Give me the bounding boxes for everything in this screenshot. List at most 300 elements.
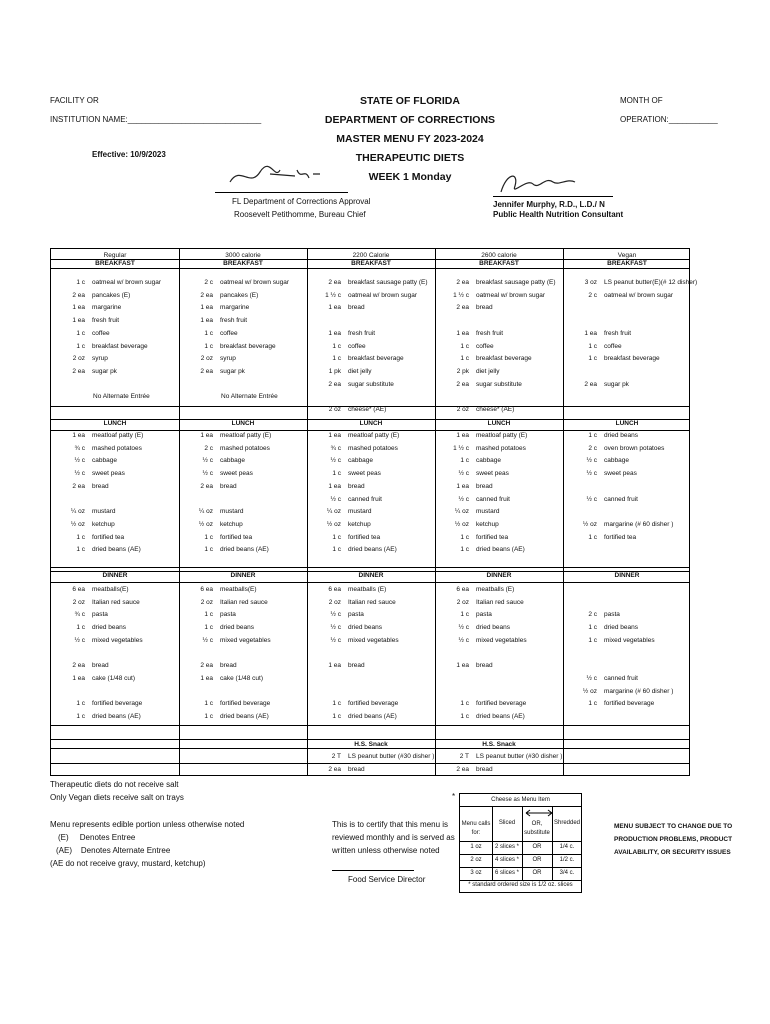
item-quantity: ½ c [458, 636, 469, 644]
title-line: THERAPEUTIC DIETS [355, 152, 465, 164]
column-header: Vegan [617, 252, 637, 259]
column-header: Regular [103, 252, 127, 259]
item-quantity: 1 c [588, 700, 597, 708]
item-quantity: 1 c [332, 533, 341, 541]
header-shredded: Shredded [553, 820, 581, 826]
subject-note-line: AVAILABILITY, OR SECURITY ISSUES [614, 849, 731, 856]
item-quantity: ½ c [74, 636, 85, 644]
item-quantity: 1 c [460, 533, 469, 541]
header-sliced: Sliced [498, 820, 516, 826]
item-quantity: 3 oz [584, 279, 597, 286]
snack-header: H.S. Snack [482, 741, 516, 748]
menu-item: mixed vegetables [604, 636, 655, 644]
menu-item: Italian red sauce [476, 598, 524, 606]
lunch-header: LUNCH [231, 420, 255, 427]
item-quantity: ½ c [330, 624, 341, 632]
item-quantity: ½ oz [582, 520, 597, 528]
menu-item: fresh fruit [348, 329, 376, 337]
item-quantity: 6 ea [328, 586, 341, 593]
menu-item: ketchup [92, 520, 115, 528]
item-quantity: 1 c [332, 470, 341, 478]
item-quantity: 1 c [460, 342, 469, 350]
item-quantity: ½ c [330, 636, 341, 644]
menu-item: ketchup [220, 520, 243, 528]
cheese-cell: 4 slices * [494, 857, 519, 863]
menu-item: dried beans (AE) [92, 546, 141, 554]
menu-item: dried beans (AE) [476, 713, 525, 720]
menu-item: meatloaf patty (E) [92, 432, 144, 439]
facility-label: FACILITY OR [50, 96, 99, 105]
menu-item: bread [348, 662, 365, 670]
item-quantity: 1 ea [456, 482, 469, 490]
lunch-header: LUNCH [615, 420, 639, 427]
menu-item: oatmeal w/ brown sugar [220, 279, 290, 286]
cheese-cell: OR [532, 844, 542, 850]
cheese-title: Cheese as Menu Item [491, 797, 550, 803]
item-quantity: 2 c [204, 444, 213, 452]
menu-item: cabbage [220, 457, 245, 465]
menu-item: meatballs (E) [348, 586, 387, 593]
cheese-cell: 3 oz [470, 870, 482, 876]
menu-item: dried beans (AE) [348, 713, 397, 720]
menu-item: sweet peas [476, 470, 509, 478]
consultant-text-2: Public Health Nutrition Consultant [493, 210, 624, 219]
menu-item: dried beans (AE) [476, 546, 525, 554]
item-quantity: 1 ea [456, 329, 469, 337]
alt-entree-legend: (AE) Denotes Alternate Entree [56, 846, 171, 855]
menu-item: mustard [220, 508, 244, 516]
menu-item: cake (1/48 cut) [92, 674, 135, 682]
breakfast-header: BREAKFAST [607, 260, 647, 267]
menu-item: fortified beverage [476, 700, 527, 708]
fsd-signature-line [332, 870, 414, 871]
item-quantity: 2 oz [328, 598, 341, 606]
breakfast-header: BREAKFAST [479, 260, 519, 267]
item-quantity: 1 c [460, 700, 469, 708]
menu-item: meatloaf patty (E) [348, 432, 400, 439]
menu-item: margarine [92, 304, 122, 312]
item-quantity: 1 c [76, 342, 85, 350]
menu-item: LS peanut butter(E)(# 12 disher) [604, 279, 698, 286]
item-quantity: 6 ea [200, 586, 213, 593]
menu-item: dried beans [604, 624, 638, 632]
approval-text-1: FL Department of Corrections Approval [232, 197, 371, 206]
menu-item: pasta [92, 611, 108, 619]
consultant-line [493, 196, 613, 197]
item-quantity: ½ c [586, 457, 597, 465]
menu-item: mashed potatoes [476, 444, 526, 452]
menu-item: dried beans [348, 624, 382, 632]
menu-item: diet jelly [476, 367, 500, 375]
item-quantity: 1 c [460, 457, 469, 465]
item-quantity: ¼ oz [198, 508, 213, 516]
menu-item: margarine (# 60 disher ) [604, 520, 674, 528]
menu-item: fortified tea [92, 533, 125, 541]
menu-item: LS peanut butter (#30 disher ) [476, 753, 563, 760]
menu-item: coffee [604, 342, 622, 350]
item-quantity: 1 ½ c [453, 444, 469, 452]
title-line: STATE OF FLORIDA [360, 95, 460, 107]
fsd-label: Food Service Director [348, 875, 426, 884]
item-quantity: 1 c [588, 432, 597, 439]
item-quantity: 1 ea [456, 662, 469, 670]
item-quantity: ½ c [458, 470, 469, 478]
item-quantity: 1 c [332, 700, 341, 708]
item-quantity: ½ oz [198, 520, 213, 528]
item-quantity: 1 ea [200, 304, 213, 312]
item-quantity: ½ c [330, 611, 341, 619]
item-quantity: 1 c [204, 700, 213, 708]
menu-item: bread [476, 765, 493, 773]
item-quantity: ½ c [330, 495, 341, 503]
menu-item: ketchup [476, 520, 499, 528]
item-quantity: 1 ea [72, 304, 85, 312]
breakfast-header: BREAKFAST [223, 260, 263, 267]
menu-item: bread [476, 482, 493, 490]
item-quantity: 1 ea [200, 432, 213, 439]
menu-item: sweet peas [92, 470, 125, 478]
row-divider [51, 567, 689, 568]
title-line: MASTER MENU FY 2023-2024 [336, 133, 484, 145]
item-quantity: 1 c [204, 329, 213, 337]
subject-to-change-note [614, 820, 732, 859]
item-quantity: 1 ea [200, 317, 213, 325]
item-quantity: ½ c [202, 636, 213, 644]
menu-item: pasta [604, 611, 620, 619]
breakfast-header: BREAKFAST [95, 260, 135, 267]
menu-item: mashed potatoes [92, 444, 142, 452]
item-quantity: 1 ea [584, 329, 597, 337]
menu-item: bread [348, 765, 365, 773]
menu-item: fresh fruit [476, 329, 504, 337]
menu-table [50, 248, 698, 776]
menu-item: Italian red sauce [220, 598, 268, 606]
menu-item: cake (1/48 cut) [220, 674, 263, 682]
menu-item: bread [348, 304, 365, 312]
menu-item: LS peanut butter (#30 disher ) [348, 753, 435, 760]
cheese-cell: 3/4 c. [559, 870, 575, 876]
menu-item: syrup [92, 355, 108, 363]
item-quantity: 2 ea [328, 765, 341, 773]
menu-item: breakfast beverage [220, 342, 276, 350]
item-quantity: 1 c [588, 342, 597, 350]
menu-item: canned fruit [604, 495, 638, 503]
certify-line: written unless otherwise noted [332, 846, 440, 855]
item-quantity: 1 c [76, 329, 85, 337]
edible-portion-note: Menu represents edible portion unless otherwise noted [50, 820, 245, 829]
menu-item: bread [220, 482, 237, 490]
menu-item: dried beans [92, 624, 126, 632]
menu-item: meatballs(E) [92, 586, 129, 593]
menu-item: meatloaf patty (E) [220, 432, 272, 439]
item-quantity: 1 ea [328, 304, 341, 312]
menu-item: mixed vegetables [220, 636, 271, 644]
item-quantity: ½ c [586, 495, 597, 503]
column-header: 2200 Calorie [352, 252, 390, 259]
item-quantity: 6 ea [456, 586, 469, 593]
lunch-header: LUNCH [487, 420, 511, 427]
item-quantity: 2 oz [200, 598, 213, 606]
row-divider [51, 268, 689, 269]
item-quantity: 2 c [588, 444, 597, 452]
item-quantity: ¾ c [74, 444, 85, 452]
item-quantity: 1 ½ c [325, 291, 341, 299]
item-quantity: ½ oz [454, 520, 469, 528]
item-quantity: 1 c [76, 624, 85, 632]
effective-date: Effective: 10/9/2023 [92, 150, 166, 159]
menu-item: coffee [348, 342, 366, 350]
menu-item: mustard [348, 508, 372, 516]
item-quantity: ½ c [202, 457, 213, 465]
menu-item: fortified beverage [92, 700, 143, 708]
menu-item: sweet peas [604, 470, 637, 478]
menu-item: fortified tea [348, 533, 381, 541]
item-quantity: 1 pk [328, 367, 341, 375]
menu-item: oatmeal w/ brown sugar [604, 291, 674, 299]
menu-item: sweet peas [348, 470, 381, 478]
operation-label: OPERATION:___________ [620, 115, 718, 124]
item-quantity: 1 c [76, 546, 85, 554]
alt-entree-note: (AE do not receive gravy, mustard, ketchup) [50, 859, 206, 868]
column-header: 2600 calorie [481, 252, 517, 259]
menu-item: dried beans [220, 624, 254, 632]
subject-note-line: MENU SUBJECT TO CHANGE DUE TO [614, 823, 733, 830]
cheese-cell: 1 oz [470, 844, 482, 850]
menu-item: dried beans [476, 624, 510, 632]
menu-item: mustard [92, 508, 116, 516]
menu-item: Italian red sauce [348, 598, 396, 606]
menu-item: cheese* (AE) [348, 406, 387, 413]
item-quantity: 1 c [204, 611, 213, 619]
menu-item: pancakes (E) [92, 291, 131, 299]
subject-note-line: PRODUCTION PROBLEMS, PRODUCT [614, 836, 733, 843]
item-quantity: 1 ½ c [453, 291, 469, 299]
menu-item: dried beans (AE) [348, 546, 397, 554]
item-quantity: 1 c [588, 624, 597, 632]
menu-item: breakfast sausage patty (E) [348, 279, 428, 286]
title-line: WEEK 1 Monday [368, 171, 452, 183]
month-label: MONTH OF [620, 96, 663, 105]
menu-item: oatmeal w/ brown sugar [92, 279, 162, 286]
item-quantity: 1 c [332, 342, 341, 350]
item-quantity: 2 ea [200, 482, 213, 490]
menu-item: oven brown potatoes [604, 444, 665, 452]
item-quantity: 1 c [204, 342, 213, 350]
item-quantity: ½ c [586, 470, 597, 478]
header-or-substitute: OR, substitute [524, 821, 550, 836]
menu-item: meatloaf patty (E) [476, 432, 528, 439]
menu-item: canned fruit [476, 495, 510, 503]
dinner-header: DINNER [102, 572, 128, 579]
item-quantity: 2 T [331, 753, 341, 760]
item-quantity: 1 ea [328, 432, 341, 439]
menu-item: fortified beverage [348, 700, 399, 708]
item-quantity: 2 ea [584, 380, 597, 388]
menu-item: breakfast beverage [92, 342, 148, 350]
menu-item: dried beans (AE) [220, 713, 269, 720]
menu-item: sugar substitute [348, 380, 394, 388]
item-quantity: ½ c [458, 624, 469, 632]
item-quantity: ½ c [458, 495, 469, 503]
menu-item: meatballs (E) [476, 586, 515, 593]
item-quantity: ½ oz [326, 520, 341, 528]
item-quantity: ½ c [74, 457, 85, 465]
dinner-header: DINNER [230, 572, 256, 579]
item-quantity: 1 ea [72, 674, 85, 682]
item-quantity: 2 ea [328, 380, 341, 388]
menu-item: pancakes (E) [220, 291, 259, 299]
item-quantity: 2 oz [200, 355, 213, 363]
menu-item: bread [348, 482, 365, 490]
consultant-text-1: Jennifer Murphy, R.D., L.D./ N [493, 200, 605, 209]
menu-item: No Alternate Entrée [221, 393, 278, 401]
item-quantity: 1 ea [72, 317, 85, 325]
right-arrow-icon [544, 809, 554, 817]
menu-item: coffee [220, 329, 238, 337]
menu-item: bread [476, 304, 493, 312]
item-quantity: 1 c [588, 533, 597, 541]
menu-item: mashed potatoes [220, 444, 270, 452]
institution-name: INSTITUTION NAME:______________________________ [50, 115, 262, 124]
item-quantity: 1 c [332, 546, 341, 554]
item-quantity: 2 ea [200, 662, 213, 670]
menu-item: breakfast sausage patty (E) [476, 279, 556, 286]
asterisk: * [452, 792, 456, 801]
item-quantity: 2 ea [72, 662, 85, 670]
item-quantity: 1 c [204, 624, 213, 632]
dinner-header: DINNER [614, 572, 640, 579]
menu-item: sugar pk [220, 367, 245, 375]
item-quantity: 1 c [588, 636, 597, 644]
item-quantity: 2 c [588, 611, 597, 619]
menu-item: canned fruit [604, 674, 638, 682]
menu-item: margarine (# 60 disher ) [604, 687, 674, 695]
menu-item: cabbage [476, 457, 501, 465]
menu-item: No Alternate Entrée [93, 393, 150, 401]
item-quantity: 1 ea [72, 432, 85, 439]
menu-item: bread [92, 482, 109, 490]
item-quantity: 2 ea [328, 279, 341, 286]
item-quantity: 1 ea [328, 662, 341, 670]
entree-legend: (E) Denotes Entree [58, 833, 136, 842]
menu-item: diet jelly [348, 367, 372, 375]
item-quantity: 1 ea [328, 329, 341, 337]
menu-item: sugar substitute [476, 380, 522, 388]
menu-item: mustard [476, 508, 500, 516]
menu-item: cabbage [348, 457, 373, 465]
item-quantity: 1 c [332, 355, 341, 363]
menu-item: margarine [220, 304, 250, 312]
menu-item: breakfast beverage [348, 355, 404, 363]
item-quantity: 2 oz [456, 406, 469, 413]
item-quantity: 1 c [332, 713, 341, 720]
no-salt-note: Therapeutic diets do not receive salt [50, 780, 179, 789]
menu-item: dried beans [604, 432, 638, 439]
item-quantity: 1 ea [328, 482, 341, 490]
item-quantity: 1 c [588, 355, 597, 363]
menu-item: bread [220, 662, 237, 670]
menu-item: fortified beverage [220, 700, 271, 708]
item-quantity: ¼ oz [454, 508, 469, 516]
item-quantity: 1 c [76, 279, 85, 286]
item-quantity: 1 c [460, 713, 469, 720]
item-quantity: 2 pk [456, 367, 469, 375]
title-line: DEPARTMENT OF CORRECTIONS [324, 114, 496, 126]
breakfast-header: BREAKFAST [351, 260, 391, 267]
cheese-cell: 2 oz [470, 857, 482, 863]
item-quantity: 1 c [204, 533, 213, 541]
menu-item: pasta [476, 611, 492, 619]
snack-header: H.S. Snack [354, 741, 388, 748]
item-quantity: 1 c [460, 355, 469, 363]
certify-line: reviewed monthly and is served as [332, 833, 455, 842]
dinner-header: DINNER [358, 572, 384, 579]
item-quantity: 2 ea [72, 367, 85, 375]
menu-item: dried beans (AE) [92, 713, 141, 720]
item-quantity: 2 oz [72, 355, 85, 363]
column-header: 3000 calorie [225, 252, 261, 259]
cheese-cell: 2 slices * [494, 844, 519, 850]
item-quantity: 2 ea [72, 482, 85, 490]
cheese-cell: 1/2 c. [559, 857, 575, 863]
menu-item: fortified beverage [604, 700, 655, 708]
menu-item: mixed vegetables [476, 636, 527, 644]
dinner-header: DINNER [486, 572, 512, 579]
item-quantity: 1 c [76, 533, 85, 541]
item-quantity: 1 ea [456, 432, 469, 439]
header-menu-calls: Menu calls for: [461, 821, 491, 836]
menu-item: coffee [92, 329, 110, 337]
menu-item: oatmeal w/ brown sugar [348, 291, 418, 299]
menu-item: fresh fruit [220, 317, 248, 325]
menu-item: cabbage [604, 457, 629, 465]
cheese-cell: 6 slices * [494, 870, 519, 876]
menu-item: pasta [348, 611, 364, 619]
menu-item: oatmeal w/ brown sugar [476, 291, 546, 299]
item-quantity: 1 c [76, 713, 85, 720]
item-quantity: 2 ea [456, 304, 469, 312]
menu-item: coffee [476, 342, 494, 350]
approval-text-2: Roosevelt Petithomme, Bureau Chief [234, 210, 366, 219]
menu-item: sweet peas [220, 470, 253, 478]
lunch-header: LUNCH [103, 420, 127, 427]
menu-item: sugar pk [92, 367, 117, 375]
menu-item: Italian red sauce [92, 598, 140, 606]
item-quantity: 2 ea [200, 291, 213, 299]
item-quantity: 2 ea [456, 279, 469, 286]
lunch-header: LUNCH [359, 420, 383, 427]
menu-item: mixed vegetables [92, 636, 143, 644]
item-quantity: 2 oz [456, 598, 469, 606]
item-quantity: ½ c [74, 470, 85, 478]
item-quantity: 1 ea [200, 674, 213, 682]
menu-item: fortified tea [220, 533, 253, 541]
consultant-signature [493, 168, 583, 198]
menu-item: mashed potatoes [348, 444, 398, 452]
menu-item: bread [476, 662, 493, 670]
menu-item: cabbage [92, 457, 117, 465]
menu-item: syrup [220, 355, 236, 363]
row-divider [51, 725, 689, 726]
menu-item: meatballs(E) [220, 586, 257, 593]
menu-item: dried beans (AE) [220, 546, 269, 554]
item-quantity: ¾ c [74, 611, 85, 619]
menu-item: fortified tea [604, 533, 637, 541]
item-quantity: 2 oz [328, 406, 341, 413]
item-quantity: 2 c [588, 291, 597, 299]
menu-item: breakfast beverage [604, 355, 660, 363]
cheese-cell: OR [532, 870, 542, 876]
